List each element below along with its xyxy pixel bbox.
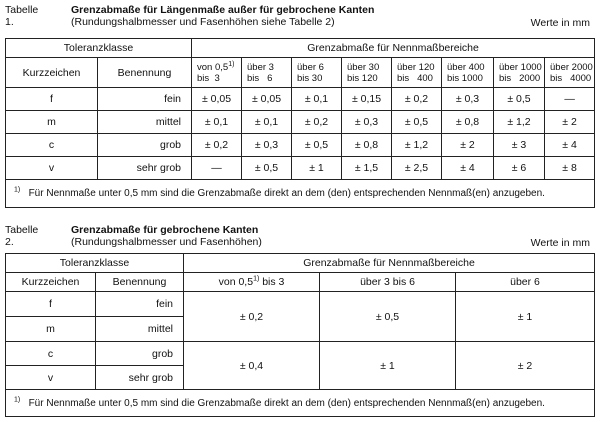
range-from: über 30 [347, 61, 380, 73]
range-from: über 2000 [550, 61, 593, 73]
table1-value: ± 0,5 [242, 157, 292, 180]
table1-value: ± 0,1 [242, 111, 292, 134]
table2-value: ± 1 [456, 292, 595, 342]
table1-range-5 [392, 58, 442, 88]
range-to: bis 30 [297, 72, 323, 84]
table1-name: sehr grob [98, 157, 192, 180]
footnote-text: Für Nennmaße unter 0,5 mm sind die Grenzabmaße direkt an dem (den) entsprechenden Nennmaß(en) anzugeben. [28, 188, 545, 199]
table2-value: ± 1 [320, 342, 456, 390]
table1-value: ± 1,5 [342, 157, 392, 180]
table2-unit: Werte in mm [530, 237, 590, 249]
range-to: bis 1000 [447, 72, 483, 84]
table1-range-7 [494, 58, 545, 88]
table1-value: ± 0,2 [392, 88, 442, 111]
table1-header-class: Toleranzklasse [6, 39, 192, 58]
table2-title: Grenzabmaße für gebrochene Kanten [71, 224, 259, 236]
range-to: bis 120 [347, 72, 378, 84]
range-text: bis 3 [259, 276, 285, 288]
table1-value: ± 0,3 [442, 88, 494, 111]
table2-code: f [6, 292, 96, 317]
range-from: über 3 [247, 61, 274, 73]
table2-range-3: über 6 [456, 273, 595, 292]
table1-header-limits: Grenzabmaße für Nennmaßbereiche [192, 39, 595, 58]
table1-value: ± 0,05 [242, 88, 292, 111]
table1-range-6 [442, 58, 494, 88]
range-to: bis 2000 [499, 72, 541, 84]
table2-value: ± 0,2 [184, 292, 320, 342]
table-row [6, 88, 595, 111]
table1-code: v [6, 157, 98, 180]
table2-range-1 [184, 273, 320, 292]
table1-code: f [6, 88, 98, 111]
table2-name: sehr grob [96, 366, 184, 390]
range-from: über 120 [397, 61, 435, 73]
range-text: von 0,5 [218, 276, 254, 288]
table2-code: m [6, 317, 96, 342]
table1-value: ± 0,5 [494, 88, 545, 111]
table2 [5, 253, 595, 417]
table1-unit: Werte in mm [530, 17, 590, 29]
table1-range-2 [242, 58, 292, 88]
table1-value: ± 0,3 [242, 134, 292, 157]
table1-code: c [6, 134, 98, 157]
table-row [6, 134, 595, 157]
table1-value: ± 2 [545, 111, 595, 134]
range-to: bis 400 [397, 72, 433, 84]
table-row [6, 157, 595, 180]
table1-header-code: Kurzzeichen [6, 58, 98, 88]
table1-name: fein [98, 88, 192, 111]
table1-footnote [6, 180, 595, 208]
range-from: über 1000 [499, 61, 542, 73]
footnote-mark: 1) [253, 275, 260, 283]
table2-number: Tabelle 2. [5, 224, 39, 248]
table1-value: ± 0,2 [292, 111, 342, 134]
table1-range-4 [342, 58, 392, 88]
table2-value: ± 0,5 [320, 292, 456, 342]
table1-title: Grenzabmaße für Längenmaße außer für gebrochene Kanten [71, 4, 375, 16]
table1-value: ± 1,2 [392, 134, 442, 157]
table1-value: ± 0,1 [292, 88, 342, 111]
table1-value: ± 2 [442, 134, 494, 157]
table2-code: c [6, 342, 96, 366]
range-from: über 6 [297, 61, 324, 73]
table2-header-name: Benennung [96, 273, 184, 292]
table2-value: ± 2 [456, 342, 595, 390]
table1-value: ± 1 [292, 157, 342, 180]
table1 [5, 38, 595, 208]
table2-name: fein [96, 292, 184, 317]
table-row [6, 111, 595, 134]
footnote-mark: 1) [228, 60, 235, 68]
table2-subtitle: (Rundungshalbmesser und Fasenhöhen) [71, 236, 262, 248]
table2-code: v [6, 366, 96, 390]
table1-range-8 [545, 58, 595, 88]
table1-value: — [192, 157, 242, 180]
table1-header-name: Benennung [98, 58, 192, 88]
table1-name: grob [98, 134, 192, 157]
table1-value: ± 6 [494, 157, 545, 180]
table1-value: ± 2,5 [392, 157, 442, 180]
table1-value: ± 0,05 [192, 88, 242, 111]
table1-value: ± 4 [442, 157, 494, 180]
table1-value: ± 0,5 [392, 111, 442, 134]
table1-value: ± 0,3 [342, 111, 392, 134]
table1-number: Tabelle 1. [5, 4, 39, 28]
range-from: von 0,5 [197, 61, 229, 73]
table1-range-1 [192, 58, 242, 88]
table1-code: m [6, 111, 98, 134]
table1-subtitle: (Rundungshalbmesser und Fasenhöhen siehe Tabelle 2) [71, 16, 335, 28]
table1-name: mittel [98, 111, 192, 134]
table2-header-class: Toleranzklasse [6, 254, 184, 273]
footnote-mark: 1) [14, 396, 21, 404]
table1-value: ± 1,2 [494, 111, 545, 134]
footnote-mark: 1) [14, 186, 21, 194]
table2-name: grob [96, 342, 184, 366]
range-to: bis 3 [197, 72, 220, 84]
range-from: über 400 [447, 61, 485, 73]
table1-value: ± 0,1 [192, 111, 242, 134]
table1-value: ± 0,8 [442, 111, 494, 134]
table1-value: ± 3 [494, 134, 545, 157]
range-to: bis 4000 [550, 72, 592, 84]
footnote-text: Für Nennmaße unter 0,5 mm sind die Grenzabmaße direkt an dem (den) entsprechenden Nennmaß(en) anzugeben. [28, 397, 545, 409]
table2-header-limits: Grenzabmaße für Nennmaßbereiche [184, 254, 595, 273]
table2-header-code: Kurzzeichen [6, 273, 96, 292]
table1-range-3 [292, 58, 342, 88]
table1-value: ± 0,5 [292, 134, 342, 157]
table2-range-2: über 3 bis 6 [320, 273, 456, 292]
table1-value: ± 0,2 [192, 134, 242, 157]
table1-value: ± 8 [545, 157, 595, 180]
table1-value: ± 0,15 [342, 88, 392, 111]
table2-value: ± 0,4 [184, 342, 320, 390]
table1-value: — [545, 88, 595, 111]
table1-value: ± 0,8 [342, 134, 392, 157]
table1-value: ± 4 [545, 134, 595, 157]
table2-footnote [6, 390, 595, 417]
range-to: bis 6 [247, 72, 273, 84]
table2-name: mittel [96, 317, 184, 342]
